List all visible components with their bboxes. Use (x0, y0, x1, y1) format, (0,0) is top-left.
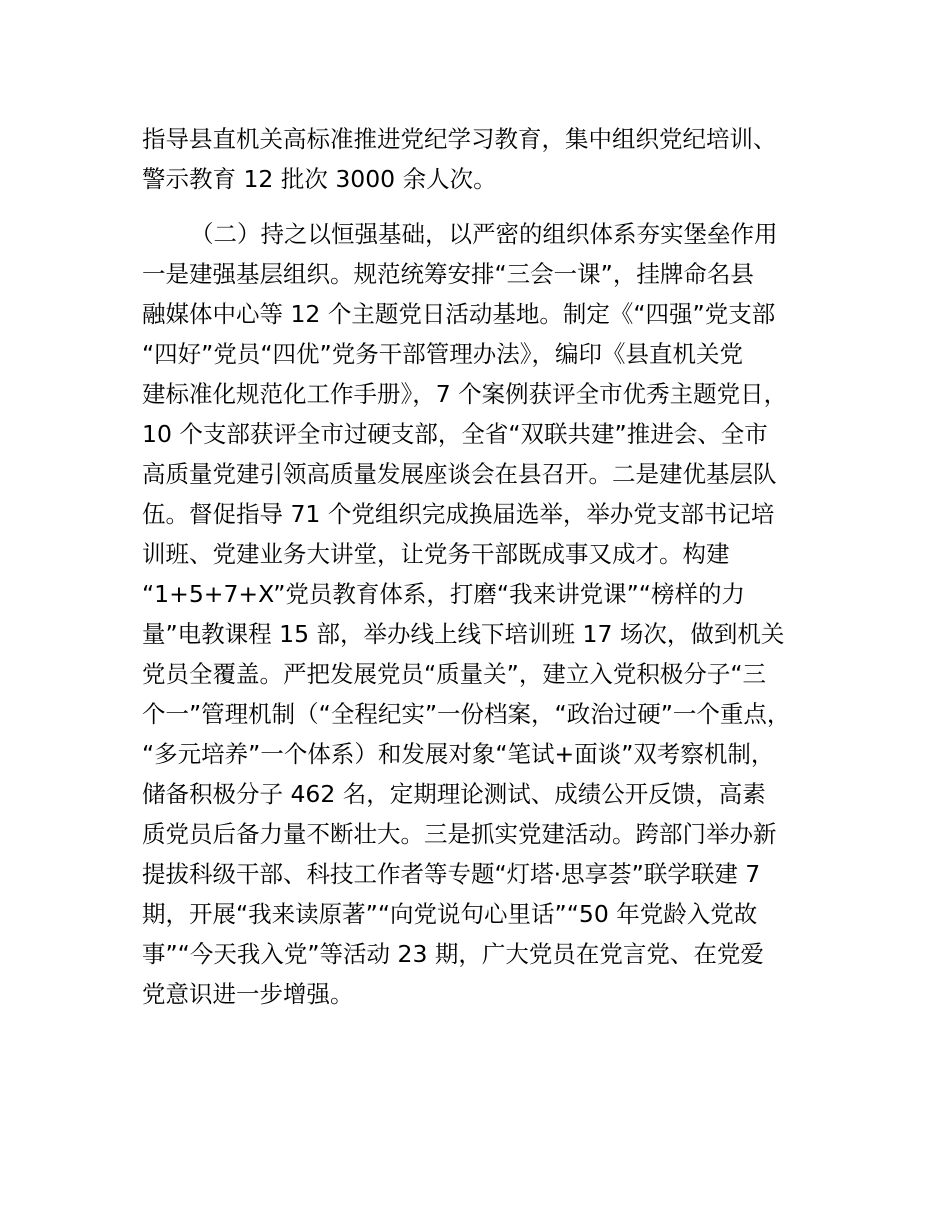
text-line: 质党员后备力量不断壮大。三是抓实党建活动。跨部门举办新 (142, 820, 777, 848)
text-line: 10 个支部获评全市过硬支部，全省“双联共建”推进会、全市 (142, 420, 768, 448)
text-line: 事”“今天我入党”等活动 23 期，广大党员在党言党、在党爱 (142, 940, 764, 968)
text-line: “多元培养”一个体系）和发展对象“笔试+面谈”双考察机制， (142, 740, 775, 768)
text-line: 指导县直机关高标准推进党纪学习教育，集中组织党纪培训、 (142, 125, 777, 153)
text-line: 储备积极分子 462 名，定期理论测试、成绩公开反馈，高素 (142, 780, 766, 808)
text-line: 党员全覆盖。严把发展党员“质量关”，建立入党积极分子“三 (142, 660, 767, 688)
text-line: 量”电教课程 15 部，举办线上线下培训班 17 场次，做到机关 (142, 620, 785, 648)
text-line: 党意识进一步增强。 (142, 980, 354, 1008)
text-line: 高质量党建引领高质量发展座谈会在县召开。二是建优基层队 (142, 460, 777, 488)
text-line: 一是建强基层组织。规范统筹安排“三会一课”，挂牌命名县 (142, 260, 754, 288)
text-line: 期，开展“我来读原著”“向党说句心里话”“50 年党龄入党故 (142, 900, 758, 928)
text-line: “1+5+7+X”党员教育体系，打磨“我来讲党课”“榜样的力 (142, 580, 745, 608)
section-heading: （二）持之以恒强基础，以严密的组织体系夯实堡垒作用 (190, 220, 778, 248)
text-line: 提拔科级干部、科技工作者等专题“灯塔·思享荟”联学联建 7 (142, 860, 761, 888)
intro-paragraph (142, 119, 842, 199)
text-line: 伍。督促指导 71 个党组织完成换届选举，举办党支部书记培 (142, 500, 775, 528)
text-line: 训班、党建业务大讲堂，让党务干部既成事又成才。构建 (142, 540, 730, 568)
text-line: 警示教育 12 批次 3000 余人次。 (142, 165, 497, 193)
text-line: 个一”管理机制（“全程纪实”一份档案，“政治过硬”一个重点， (142, 700, 791, 728)
section-paragraph (142, 254, 842, 1014)
text-line: 融媒体中心等 12 个主题党日活动基地。制定《“四强”党支部 (142, 300, 776, 328)
text-line: “四好”党员“四优”党务干部管理办法》，编印《县直机关党 (142, 340, 743, 368)
text-line: 建标准化规范化工作手册》，7 个案例获评全市优秀主题党日， (142, 380, 788, 408)
section-two (142, 214, 842, 1014)
